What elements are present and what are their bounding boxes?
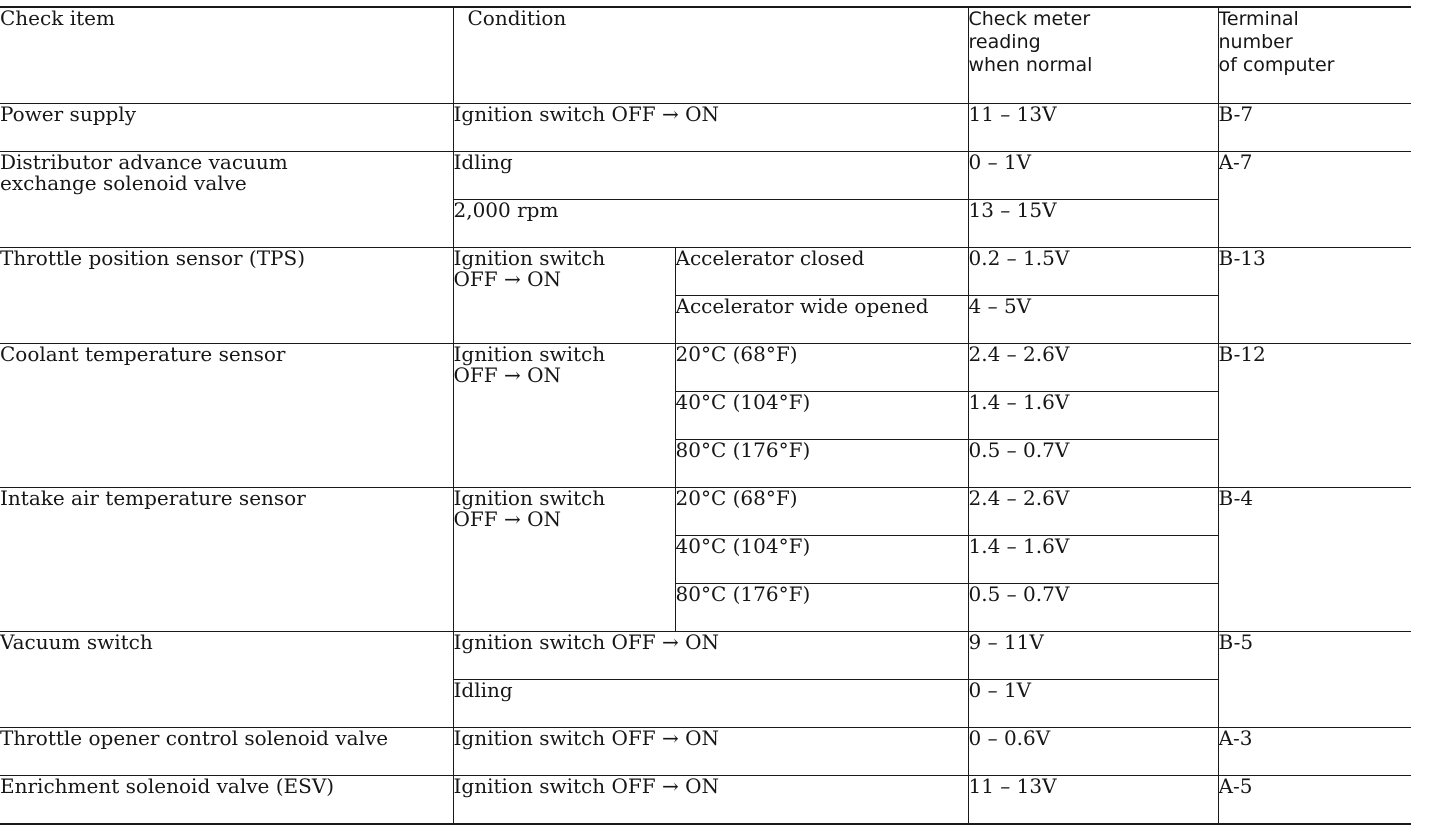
terminal-cell: A-3 (1218, 727, 1411, 775)
condition-cell: Ignition switch OFF → ON (453, 103, 968, 151)
table-row (0, 151, 1411, 199)
reading-cell: 1.4 – 1.6V (968, 535, 1218, 583)
reading-cell: 0.2 – 1.5V (968, 247, 1218, 295)
terminal-cell: B-13 (1218, 247, 1411, 343)
reading-cell: 2.4 – 2.6V (968, 487, 1218, 535)
reading-cell: 0 – 0.6V (968, 727, 1218, 775)
sub-condition-cell: Accelerator wide opened (675, 295, 968, 343)
condition-cell: Ignition switch OFF → ON (453, 247, 675, 343)
condition-cell: Idling (453, 151, 968, 199)
header-row (0, 8, 1411, 103)
table-row (0, 487, 1411, 535)
header-meter-reading: Check meter reading when normal (968, 8, 1218, 103)
table-row (0, 343, 1411, 391)
condition-cell: Ignition switch OFF → ON (453, 775, 968, 823)
reading-cell: 9 – 11V (968, 631, 1218, 679)
condition-cell: Ignition switch OFF → ON (453, 343, 675, 487)
reading-cell: 1.4 – 1.6V (968, 391, 1218, 439)
sub-condition-cell: 80°C (176°F) (675, 583, 968, 631)
table-row (0, 727, 1411, 775)
header-check-item: Check item (0, 8, 453, 103)
terminal-cell: B-5 (1218, 631, 1411, 727)
table-row (0, 103, 1411, 151)
reading-cell: 2.4 – 2.6V (968, 343, 1218, 391)
table-row (0, 775, 1411, 823)
header-condition: Condition (453, 8, 968, 103)
sub-condition-cell: Accelerator closed (675, 247, 968, 295)
terminal-cell: B-12 (1218, 343, 1411, 487)
table-row (0, 247, 1411, 295)
table-row (0, 631, 1411, 679)
reading-cell: 0.5 – 0.7V (968, 439, 1218, 487)
sub-condition-cell: 40°C (104°F) (675, 535, 968, 583)
check-item-cell: Enrichment solenoid valve (ESV) (0, 775, 453, 823)
reading-cell: 11 – 13V (968, 103, 1218, 151)
check-item-cell: Coolant temperature sensor (0, 343, 453, 487)
terminal-cell: B-7 (1218, 103, 1411, 151)
terminal-cell: B-4 (1218, 487, 1411, 631)
check-item-cell: Throttle position sensor (TPS) (0, 247, 453, 343)
check-item-cell: Throttle opener control solenoid valve (0, 727, 453, 775)
check-item-cell: Intake air temperature sensor (0, 487, 453, 631)
reading-cell: 4 – 5V (968, 295, 1218, 343)
sub-condition-cell: 20°C (68°F) (675, 343, 968, 391)
condition-cell: 2,000 rpm (453, 199, 968, 247)
reading-cell: 0 – 1V (968, 679, 1218, 727)
inspection-sheet (0, 6, 1411, 825)
sub-condition-cell: 40°C (104°F) (675, 391, 968, 439)
sub-condition-cell: 20°C (68°F) (675, 487, 968, 535)
reading-cell: 13 – 15V (968, 199, 1218, 247)
check-item-cell: Power supply (0, 103, 453, 151)
check-item-cell: Vacuum switch (0, 631, 453, 727)
reading-cell: 11 – 13V (968, 775, 1218, 823)
condition-cell: Idling (453, 679, 968, 727)
condition-cell: Ignition switch OFF → ON (453, 631, 968, 679)
condition-cell: Ignition switch OFF → ON (453, 727, 968, 775)
sub-condition-cell: 80°C (176°F) (675, 439, 968, 487)
terminal-cell: A-5 (1218, 775, 1411, 823)
computer-check-table (0, 8, 1411, 823)
condition-cell: Ignition switch OFF → ON (453, 487, 675, 631)
header-terminal-number: Terminal number of computer (1218, 8, 1411, 103)
reading-cell: 0.5 – 0.7V (968, 583, 1218, 631)
check-item-cell: Distributor advance vacuum exchange solenoid valve (0, 151, 453, 247)
terminal-cell: A-7 (1218, 151, 1411, 247)
reading-cell: 0 – 1V (968, 151, 1218, 199)
